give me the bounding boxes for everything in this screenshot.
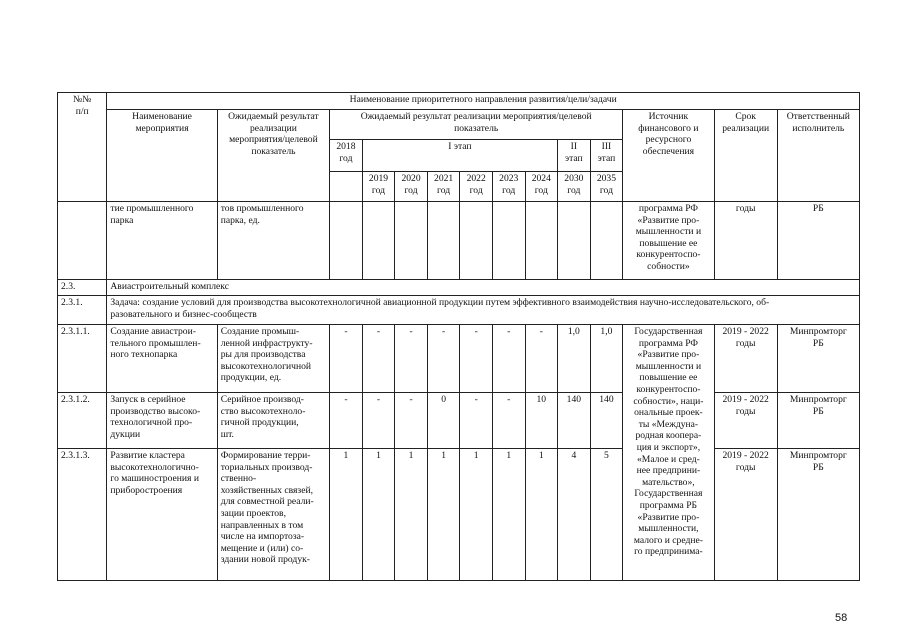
row-name: Запуск в серийное производство высоко- технологичной про- дукции: [107, 393, 217, 449]
section-row: [58, 280, 860, 296]
header-source: Источник финансового и ресурсного обеспечения: [623, 110, 714, 202]
row-num: 2.3.1.1.: [58, 325, 107, 393]
row-value: -: [330, 393, 363, 449]
header-year: 2022 год: [460, 172, 493, 202]
header-year: 2023 год: [492, 172, 525, 202]
row-value: 1: [492, 449, 525, 581]
header-year: 2019 год: [362, 172, 395, 202]
header-event-name: Наименование мероприятия: [107, 110, 217, 202]
row-value: 140: [590, 393, 623, 449]
continuation-name: тие промышленного парка: [107, 202, 217, 280]
table-cell: [427, 202, 460, 280]
table-cell: [330, 202, 363, 280]
row-value: -: [395, 393, 428, 449]
row-value: 1,0: [590, 325, 623, 393]
row-value: 0: [427, 393, 460, 449]
row-value: 1: [330, 449, 363, 581]
row-responsible: Минпромторг РБ: [777, 325, 859, 393]
header-responsible: Ответственный исполнитель: [777, 110, 859, 202]
row-value: 4: [558, 449, 591, 581]
table-cell: [395, 202, 428, 280]
continuation-result: тов промышленного парка, ед.: [217, 202, 329, 280]
header-year: 2024 год: [525, 172, 558, 202]
row-value: -: [525, 325, 558, 393]
header-year-2018: 2018 год: [330, 140, 363, 172]
row-num: 2.3.1.2.: [58, 393, 107, 449]
row-value: -: [492, 393, 525, 449]
shared-source: Государственная программа РФ «Развитие про- мышленности и повышение ее конкурентоспо- собности», наци- ональные проек- ты «Междуна- родная коопера- ция и экспорт», «Малое и сред- нее предприни- мательство», Государственная программа РБ «Развитие про- мышленности, малого и средне- го предпринима-: [623, 325, 714, 581]
table-cell: [460, 202, 493, 280]
row-num: 2.3.1.3.: [58, 449, 107, 581]
row-responsible: Минпромторг РБ: [777, 393, 859, 449]
table-cell: [558, 202, 591, 280]
row-result: Формирование терри- ториальных производ- ственно- хозяйственных связей, для совместной реали- зации проектов, направленных в том числе на импортоза- мещение и (или) со- здании новой продук-: [217, 449, 329, 581]
table-cell: [492, 202, 525, 280]
row-value: 1: [395, 449, 428, 581]
row-term: 2019 - 2022 годы: [714, 449, 777, 581]
continuation-row: [58, 202, 860, 280]
table-cell: [525, 202, 558, 280]
table-row: [58, 393, 860, 449]
header-stage-2: II этап: [558, 140, 591, 172]
table-cell: [58, 202, 107, 280]
row-responsible: Минпромторг РБ: [777, 449, 859, 581]
row-value: -: [427, 325, 460, 393]
header-stage-1: I этап: [362, 140, 557, 172]
row-value: 1: [525, 449, 558, 581]
header-expected-result-years: Ожидаемый результат реализации мероприятия/целевой показатель: [330, 110, 623, 140]
row-value: 1: [427, 449, 460, 581]
row-value: -: [330, 325, 363, 393]
header-stage-3: III этап: [590, 140, 623, 172]
row-name: Развитие кластера высокотехнологично- го машиностроения и приборостроения: [107, 449, 217, 581]
section-title: Авиастроительный комплекс: [107, 280, 860, 296]
continuation-term: годы: [714, 202, 777, 280]
header-empty-cell: [330, 172, 363, 202]
row-value: 1,0: [558, 325, 591, 393]
row-value: 5: [590, 449, 623, 581]
development-table: [57, 92, 860, 581]
header-year: 2030 год: [558, 172, 591, 202]
header-year: 2020 год: [395, 172, 428, 202]
row-value: -: [362, 393, 395, 449]
row-result: Серийное производ- ство высокотехноло- гичной продукции, шт.: [217, 393, 329, 449]
continuation-responsible: РБ: [777, 202, 859, 280]
row-term: 2019 - 2022 годы: [714, 325, 777, 393]
row-value: -: [460, 325, 493, 393]
row-value: 1: [362, 449, 395, 581]
page-number: 58: [835, 612, 848, 624]
header-year: 2035 год: [590, 172, 623, 202]
row-value: -: [492, 325, 525, 393]
row-result: Создание промыш- ленной инфраструкту- ры для производства высокотехнологичной продукции, ед.: [217, 325, 329, 393]
row-value: -: [362, 325, 395, 393]
table-row: [58, 325, 860, 393]
section-num: 2.3.: [58, 280, 107, 296]
row-value: 1: [460, 449, 493, 581]
continuation-source: программа РФ «Развитие про- мышленности и повышение ее конкурентоспо- собности»: [623, 202, 714, 280]
header-term: Срок реализации: [714, 110, 777, 202]
row-value: -: [395, 325, 428, 393]
row-value: 10: [525, 393, 558, 449]
table-cell: [590, 202, 623, 280]
header-main: Наименование приоритетного направления развития/цели/задачи: [107, 93, 860, 110]
table-row: [58, 449, 860, 581]
row-term: 2019 - 2022 годы: [714, 393, 777, 449]
row-value: -: [460, 393, 493, 449]
header-expected-result: Ожидаемый результат реализации мероприятия/целевой показатель: [217, 110, 329, 202]
task-text: Задача: создание условий для производства высокотехнологичной авиационной продукции путем эффективного взаимодействия научно-исследовательского, об- разовательного и бизнес-сообществ: [107, 296, 860, 325]
table-cell: [362, 202, 395, 280]
header-year: 2021 год: [427, 172, 460, 202]
task-num: 2.3.1.: [58, 296, 107, 325]
task-row: [58, 296, 860, 325]
row-value: 140: [558, 393, 591, 449]
header-num: №№ п/п: [58, 93, 107, 202]
row-name: Создание авиастрои- тельного промышлен- ного технопарка: [107, 325, 217, 393]
